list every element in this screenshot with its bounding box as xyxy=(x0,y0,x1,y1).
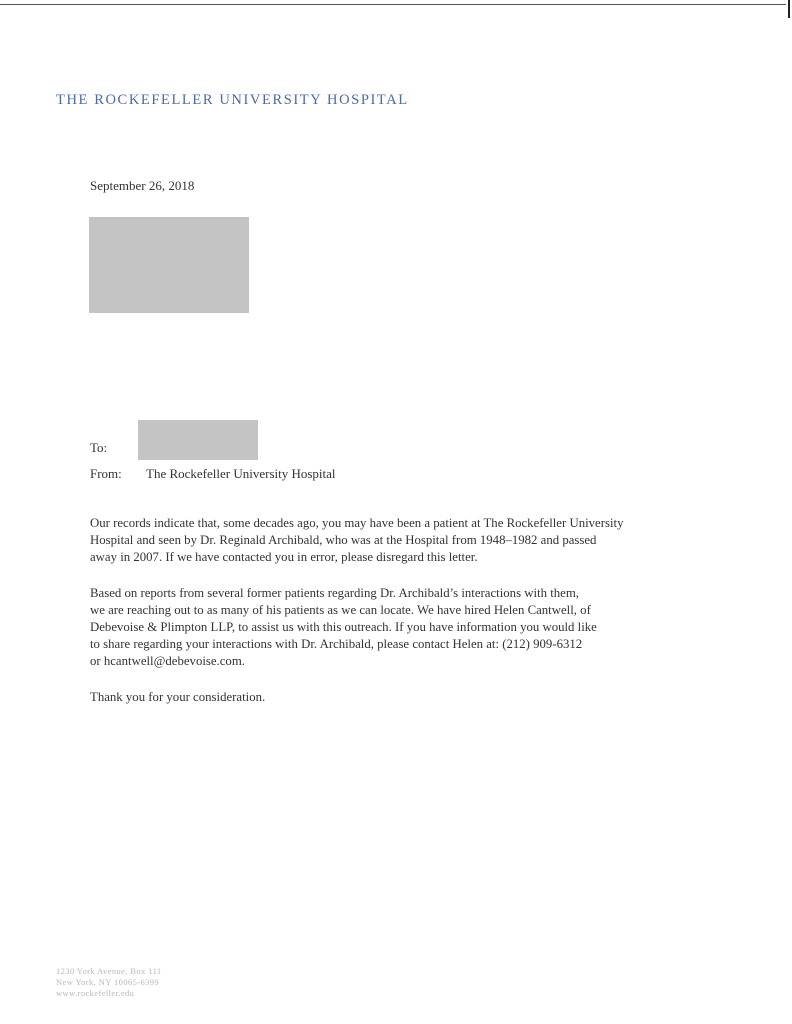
from-label: From: xyxy=(90,466,122,481)
footer-city: New York, NY 10065-6399 xyxy=(56,977,160,987)
top-scan-edge xyxy=(0,4,786,5)
paragraph-closing xyxy=(90,689,710,706)
letter-body xyxy=(90,515,710,725)
body-line: Debevoise & Plimpton LLP, to assist us with this outreach. If you have information you would like xyxy=(90,620,597,634)
right-scan-edge xyxy=(788,0,790,18)
body-line: Our records indicate that, some decades ago, you may have been a patient at The Rockefeller University xyxy=(90,516,624,530)
footer-website: www.rockefeller.edu xyxy=(56,988,135,998)
body-line: or hcantwell@debevoise.com. xyxy=(90,654,245,668)
body-line: we are reaching out to as many of his patients as we can locate. We have hired Helen Cantwell, of xyxy=(90,603,591,617)
from-value: The Rockefeller University Hospital xyxy=(146,466,336,481)
redacted-recipient-address xyxy=(89,217,249,313)
body-line: to share regarding your interactions with Dr. Archibald, please contact Helen at: (212) 909-6312 xyxy=(90,637,583,651)
body-line: Hospital and seen by Dr. Reginald Archibald, who was at the Hospital from 1948–1982 and passed xyxy=(90,533,597,547)
footer-address xyxy=(56,966,162,999)
letter-date: September 26, 2018 xyxy=(90,178,195,193)
body-line: Based on reports from several former patients regarding Dr. Archibald’s interactions with them, xyxy=(90,586,579,600)
body-line: Thank you for your consideration. xyxy=(90,690,266,704)
paragraph-records xyxy=(90,515,710,566)
paragraph-outreach xyxy=(90,585,710,670)
redacted-recipient-name xyxy=(138,420,258,460)
footer-street: 1230 York Avenue, Box 111 xyxy=(56,966,162,976)
letterhead-title: THE ROCKEFELLER UNIVERSITY HOSPITAL xyxy=(56,92,409,108)
body-line: away in 2007. If we have contacted you in error, please disregard this letter. xyxy=(90,550,478,564)
to-label: To: xyxy=(90,440,108,455)
